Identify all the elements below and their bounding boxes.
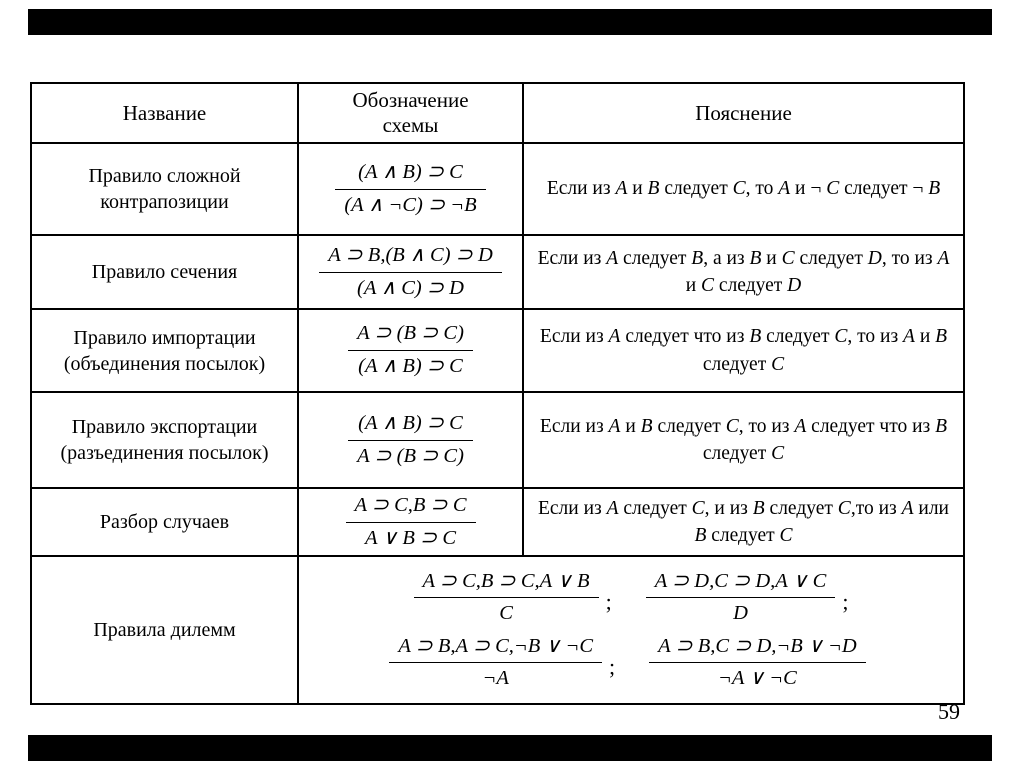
- fraction-denominator: D: [733, 602, 748, 625]
- fraction: [389, 634, 602, 692]
- fraction-denominator: C: [499, 602, 513, 625]
- fraction-denominator: (A ∧ ¬C) ⊃ ¬B: [344, 193, 477, 216]
- rules-table: [30, 82, 965, 705]
- fraction-numerator: (A ∧ B) ⊃ C: [348, 411, 473, 441]
- fraction-denominator: (A ∧ B) ⊃ C: [358, 355, 463, 377]
- rule-name: Правило импортации (объединения посылок): [31, 309, 298, 392]
- fraction: [346, 493, 476, 551]
- rule-name: Правило экспортации (разъединения посылок): [31, 392, 298, 488]
- dilemma-line-2: [307, 634, 955, 692]
- top-black-bar: [28, 9, 992, 35]
- dilemma-formulas-cell: [298, 556, 964, 704]
- table-header-row: [31, 83, 964, 143]
- fraction-denominator: (A ∧ C) ⊃ D: [357, 276, 464, 299]
- fraction: [319, 243, 502, 301]
- separator: ;: [609, 653, 616, 679]
- header-schema: Обозначение схемы: [298, 83, 523, 143]
- table-row: [31, 309, 964, 392]
- rule-explanation: Если из A следует C, и из B следует C,то из A или B следует C: [523, 488, 964, 556]
- rule-name: Правила дилемм: [31, 556, 298, 704]
- rule-schema: [298, 143, 523, 235]
- dilemma-formula: [646, 569, 849, 627]
- fraction-numerator: A ⊃ C,B ⊃ C,A ∨ B: [414, 569, 599, 599]
- fraction: [348, 321, 473, 379]
- fraction-denominator: A ⊃ (B ⊃ C): [357, 444, 464, 467]
- page-number: 59: [938, 699, 960, 724]
- fraction-numerator: A ⊃ B,C ⊃ D,¬B ∨ ¬D: [649, 634, 866, 664]
- fraction: [335, 160, 485, 218]
- fraction: [646, 569, 836, 627]
- rule-schema: [298, 392, 523, 488]
- header-name: Название: [31, 83, 298, 143]
- rule-name: Правило сложной контрапозиции: [31, 143, 298, 235]
- bottom-black-bar: [28, 735, 992, 761]
- dilemma-formula: [389, 634, 615, 692]
- fraction-denominator: ¬A ∨ ¬C: [718, 667, 797, 690]
- fraction-numerator: (A ∧ B) ⊃ C: [335, 160, 485, 190]
- table-row: [31, 488, 964, 556]
- fraction: [649, 634, 866, 692]
- fraction: [348, 411, 473, 469]
- rule-schema: [298, 488, 523, 556]
- table-row: [31, 235, 964, 309]
- fraction-denominator: ¬A: [482, 667, 509, 690]
- rule-name: Разбор случаев: [31, 488, 298, 556]
- header-explanation: Пояснение: [523, 83, 964, 143]
- rule-explanation: Если из A следует B, а из B и C следует D, то из A и C следует D: [523, 235, 964, 309]
- fraction-numerator: A ⊃ C,B ⊃ C: [346, 493, 476, 523]
- separator: ;: [842, 588, 849, 614]
- rule-explanation: Если из A и B следует C, то A и ¬ C следует ¬ B: [523, 143, 964, 235]
- fraction-numerator: A ⊃ B,(B ∧ C) ⊃ D: [319, 243, 502, 273]
- fraction: [414, 569, 599, 627]
- fraction-denominator: A ∨ B ⊃ C: [364, 526, 457, 549]
- rule-schema: [298, 235, 523, 309]
- fraction-numerator: A ⊃ B,A ⊃ C,¬B ∨ ¬C: [389, 634, 602, 664]
- fraction-numerator: A ⊃ (B ⊃ C): [348, 321, 473, 351]
- table-row: [31, 392, 964, 488]
- fraction-numerator: A ⊃ D,C ⊃ D,A ∨ C: [646, 569, 836, 599]
- rule-schema: [298, 309, 523, 392]
- rule-explanation: Если из A следует что из B следует C, то из A и B следует C: [523, 309, 964, 392]
- table-row: [31, 143, 964, 235]
- dilemma-formula: [414, 569, 612, 627]
- dilemma-formula: [649, 634, 873, 692]
- rule-name: Правило сечения: [31, 235, 298, 309]
- separator: ;: [605, 588, 612, 614]
- table-row-dilemma: [31, 556, 964, 704]
- rule-explanation: Если из A и B следует C, то из A следует что из B следует C: [523, 392, 964, 488]
- dilemma-line-1: [307, 569, 955, 627]
